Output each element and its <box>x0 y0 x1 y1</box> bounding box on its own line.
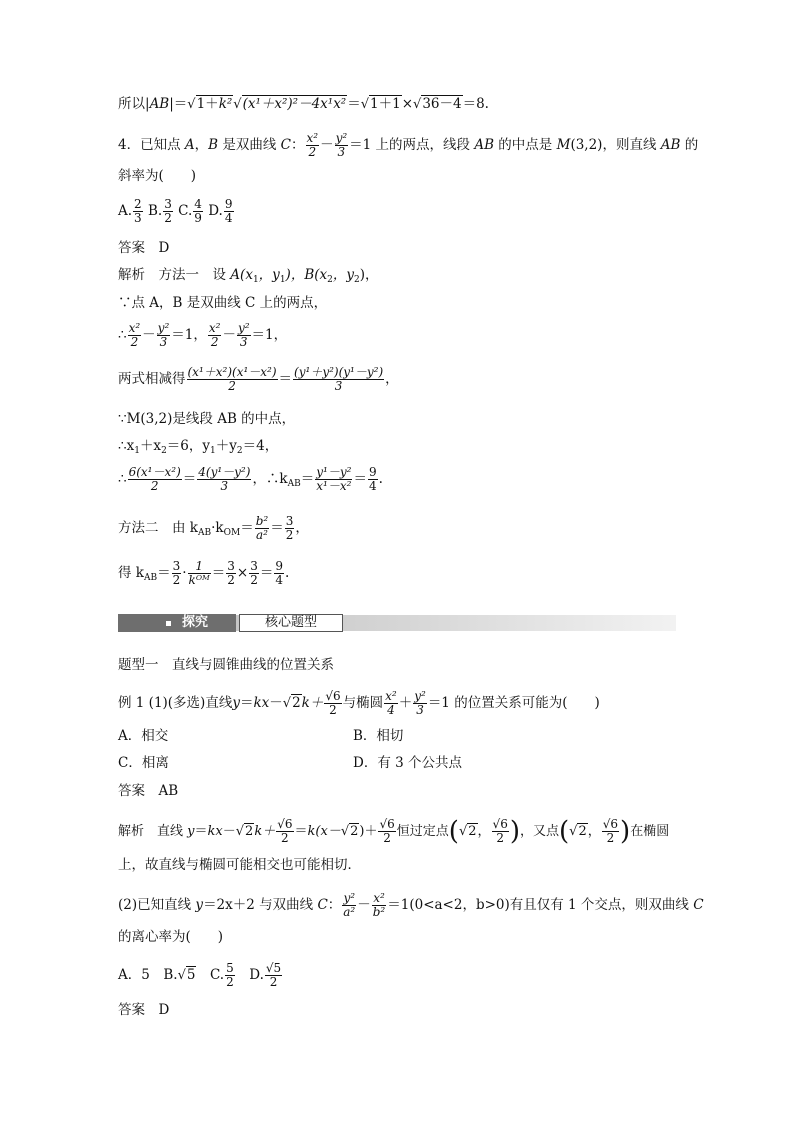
fraction: $\frac{3}{2}$ <box>164 197 172 225</box>
type-1-heading: 题型一 直线与圆锥曲线的位置关系 <box>118 657 334 673</box>
fraction: $\frac{\text{x²}}{2}$ <box>208 321 221 349</box>
text: 所以| <box>118 96 150 112</box>
fraction: $\frac{\text{x²}}{2}$ <box>128 321 141 349</box>
text: 是双曲线 <box>218 137 281 153</box>
fraction: $\frac{9}{4}$ <box>224 197 233 225</box>
fraction: $\frac{\text{y²}}{3}$ <box>335 131 348 159</box>
solution-line-8: 方法二 由 $k_{AB}\cdot k_{OM}=$ $\frac{\text{b²}}{\text{a²}}$ ＝ $\frac{3}{2}$ ， <box>118 514 309 542</box>
fraction: $\frac{\text{y²}}{3}$ <box>237 321 250 349</box>
fraction: $\frac{\text{b²}}{\text{a²}}$ <box>255 514 269 542</box>
fraction: $\frac{\text{y¹－y²}}{\text{x¹－x²}}$ <box>316 465 352 493</box>
solution-line-10: 解析 直线 y＝kx－√2k＋ $\frac{√6}{2}$ ＝k(x－√2)＋ $\frac{√6}{2}$ 恒过定点(√2， $\frac{√6}{2}$ )，又点(√2， $\frac{√6}{2}$ )在椭圆 <box>118 816 670 847</box>
fraction: $\frac{\text{x²}}{2}$ <box>306 131 319 159</box>
text: 的 <box>680 137 699 153</box>
rad-text: k² <box>218 96 233 112</box>
var: AB <box>660 137 681 153</box>
text: ， <box>194 137 209 153</box>
section-banner <box>118 613 676 633</box>
answer-4: 答案 D <box>118 240 170 256</box>
var: B <box>208 137 219 153</box>
solution-line-5: ∵M(3,2)是线段 AB 的中点， <box>118 411 296 427</box>
fraction: $\frac{\text{x²}}{\text{b²}}$ <box>372 891 386 919</box>
question-4-options: A. $\frac{2}{3}$ B. $\frac{3}{2}$ C. $\frac{4}{9}$ D. $\frac{9}{4}$ <box>118 197 233 225</box>
example-1-2-cont: 的离心率为( ) <box>118 929 224 945</box>
fraction: $\frac{\text{y²}}{3}$ <box>157 321 170 349</box>
rad-text: 1＋ <box>196 96 219 112</box>
banner-right: 核心题型 <box>239 614 343 632</box>
banner-left-label: 探究 <box>182 615 209 630</box>
solution-line-3: ∴ $\frac{\text{x²}}{2}$ － $\frac{\text{y²}}{3}$ ＝1， $\frac{\text{x²}}{2}$ － $\frac{\text{y²}}{3}$ ＝1， <box>118 321 288 349</box>
option-c: C．相离 <box>118 755 169 771</box>
fraction: $\frac{\text{y²}}{3}$ <box>414 689 426 717</box>
fraction: $\frac{\text{(x¹＋x²)(x¹－x²)}}{2}$ <box>187 365 277 393</box>
var: C <box>280 137 291 153</box>
sqrt: √5 <box>177 967 196 983</box>
text: ： <box>291 137 305 153</box>
formula-line-ab: 所以|AB|＝√1＋k²√(x¹＋x²)²－4x¹x²＝√1＋1×√36－4＝8. <box>118 96 489 112</box>
text: ＝8. <box>462 96 489 112</box>
text: ＝1 上的两点，线段 <box>349 137 475 153</box>
sqrt: √2 <box>569 824 587 839</box>
text: |＝ <box>169 96 188 112</box>
solution-line-2: ∵点 A，B 是双曲线 C 上的两点， <box>118 295 328 311</box>
fraction: $\frac{√6}{2}$ <box>325 689 341 717</box>
fraction: $\frac{√6}{2}$ <box>492 817 508 845</box>
fraction: $\frac{2}{3}$ <box>134 197 142 225</box>
fraction: $\frac{3}{2}$ <box>285 514 294 542</box>
fraction: $\frac{\text{6(x¹－x²)}}{2}$ <box>128 465 181 493</box>
banner-left <box>118 614 236 632</box>
fraction: $\frac{3}{2}$ <box>227 559 235 587</box>
fraction: $\frac{√6}{2}$ <box>379 817 395 845</box>
fraction: $\frac{9}{4}$ <box>275 559 283 587</box>
solution-line-9: 得 $k_{AB}=$ $\frac{3}{2}$ · 1 kᴼᴹ ＝ $\frac{3}{2}$ × $\frac{3}{2}$ ＝ $\frac{9}{4}$ . <box>118 559 290 587</box>
example-1-1: 例 1 (1)(多选)直线y＝kx－√2k＋ $\frac{√6}{2}$ 与椭圆 $\frac{\text{x²}}{4}$ ＋ $\frac{\text{y²}}{3}$ ＝1 的位置关系可能为( ) <box>118 689 600 717</box>
rad-text: (x¹＋x²)²－4x¹x² <box>242 96 347 112</box>
fraction: $\frac{√6}{2}$ <box>277 817 293 845</box>
answer-1: 答案 AB <box>118 783 179 799</box>
fraction: $\frac{\text{x²}}{4}$ <box>385 689 397 717</box>
sqrt: √2 <box>340 824 359 839</box>
fraction: $\frac{9}{4}$ <box>368 465 377 493</box>
example-2-options: A．5 B.√5 C. $\frac{5}{2}$ D. $\frac{√5}{2}$ <box>118 961 282 989</box>
var: A <box>184 137 195 153</box>
text: 的中点是 <box>494 137 557 153</box>
fraction: $\frac{\text{(y¹＋y²)(y¹－y²)}}{3}$ <box>294 365 384 393</box>
sqrt-2: √(x¹＋x²)²－4x¹x² <box>233 96 347 112</box>
var-ab: AB <box>149 96 170 112</box>
fraction: $\frac{\text{y²}}{\text{a²}}$ <box>343 891 356 919</box>
fraction: $\frac{4}{9}$ <box>194 197 202 225</box>
option-a: A．相交 <box>118 728 169 744</box>
rad-text: 36－4 <box>422 96 462 112</box>
question-4 <box>118 132 698 159</box>
solution-line-4: 两式相减得 $\frac{\text{(x¹＋x²)(x¹－x²)}}{2}$ ＝ $\frac{\text{(y¹＋y²)(y¹－y²)}}{3}$ ， <box>118 365 399 393</box>
text: (3,2)，则直线 <box>570 137 661 153</box>
text: － <box>320 137 334 153</box>
fraction: $\frac{3}{2}$ <box>250 559 258 587</box>
fraction: $\frac{√5}{2}$ <box>265 961 282 989</box>
fraction: $\frac{\text{4(y¹－y²)}}{3}$ <box>198 465 251 493</box>
rad-text: 1＋1 <box>370 96 401 112</box>
fraction: 1 kᴼᴹ <box>188 559 210 587</box>
sqrt: √2 <box>282 695 301 711</box>
var: AB <box>474 137 495 153</box>
option-d: D．有 3 个公共点 <box>353 755 462 771</box>
solution-line-6: $\therefore x_1+x_2=6$，$y_1+y_2=4$， <box>118 438 279 456</box>
var: M <box>556 137 571 153</box>
solution-line-1: 解析 方法一 设 $A(x_1$，$y_1$)，$B(x_2$，$y_2$)， <box>118 267 379 285</box>
square-bullet-icon <box>166 621 171 626</box>
solution-line-7: ∴ $\frac{\text{6(x¹－x²)}}{2}$ ＝ $\frac{\text{4(y¹－y²)}}{3}$ ，$\therefore k_{AB}=$ $\frac{\text{y¹－y²}}{\text{x¹－x²}}$ ＝ $\frac{9}{4}$ . <box>118 465 383 493</box>
sqrt-1: √1＋k² <box>187 96 233 112</box>
fraction: $\frac{5}{2}$ <box>226 961 234 989</box>
sqrt: √2 <box>458 824 477 839</box>
sqrt: √2 <box>235 824 254 839</box>
fraction: $\frac{3}{2}$ <box>172 559 181 587</box>
option-b: B．相切 <box>353 728 404 744</box>
example-1-2: (2)已知直线 y＝2x＋2 与双曲线 C： $\frac{\text{y²}}{\text{a²}}$ － $\frac{\text{x²}}{\text{b²}}$ ＝1(0<a<2，b>0)有且仅有 1 个交点，则双曲线 C <box>118 891 704 919</box>
question-4-cont: 斜率为( ) <box>118 168 197 184</box>
text: 4．已知点 <box>118 137 185 153</box>
answer-2: 答案 D <box>118 1002 170 1018</box>
sqrt-4: √36－4 <box>413 96 462 112</box>
fraction: $\frac{√6}{2}$ <box>602 817 619 845</box>
sqrt-3: √1＋1 <box>360 96 401 112</box>
solution-line-11: 上，故直线与椭圆可能相交也可能相切． <box>118 857 361 873</box>
